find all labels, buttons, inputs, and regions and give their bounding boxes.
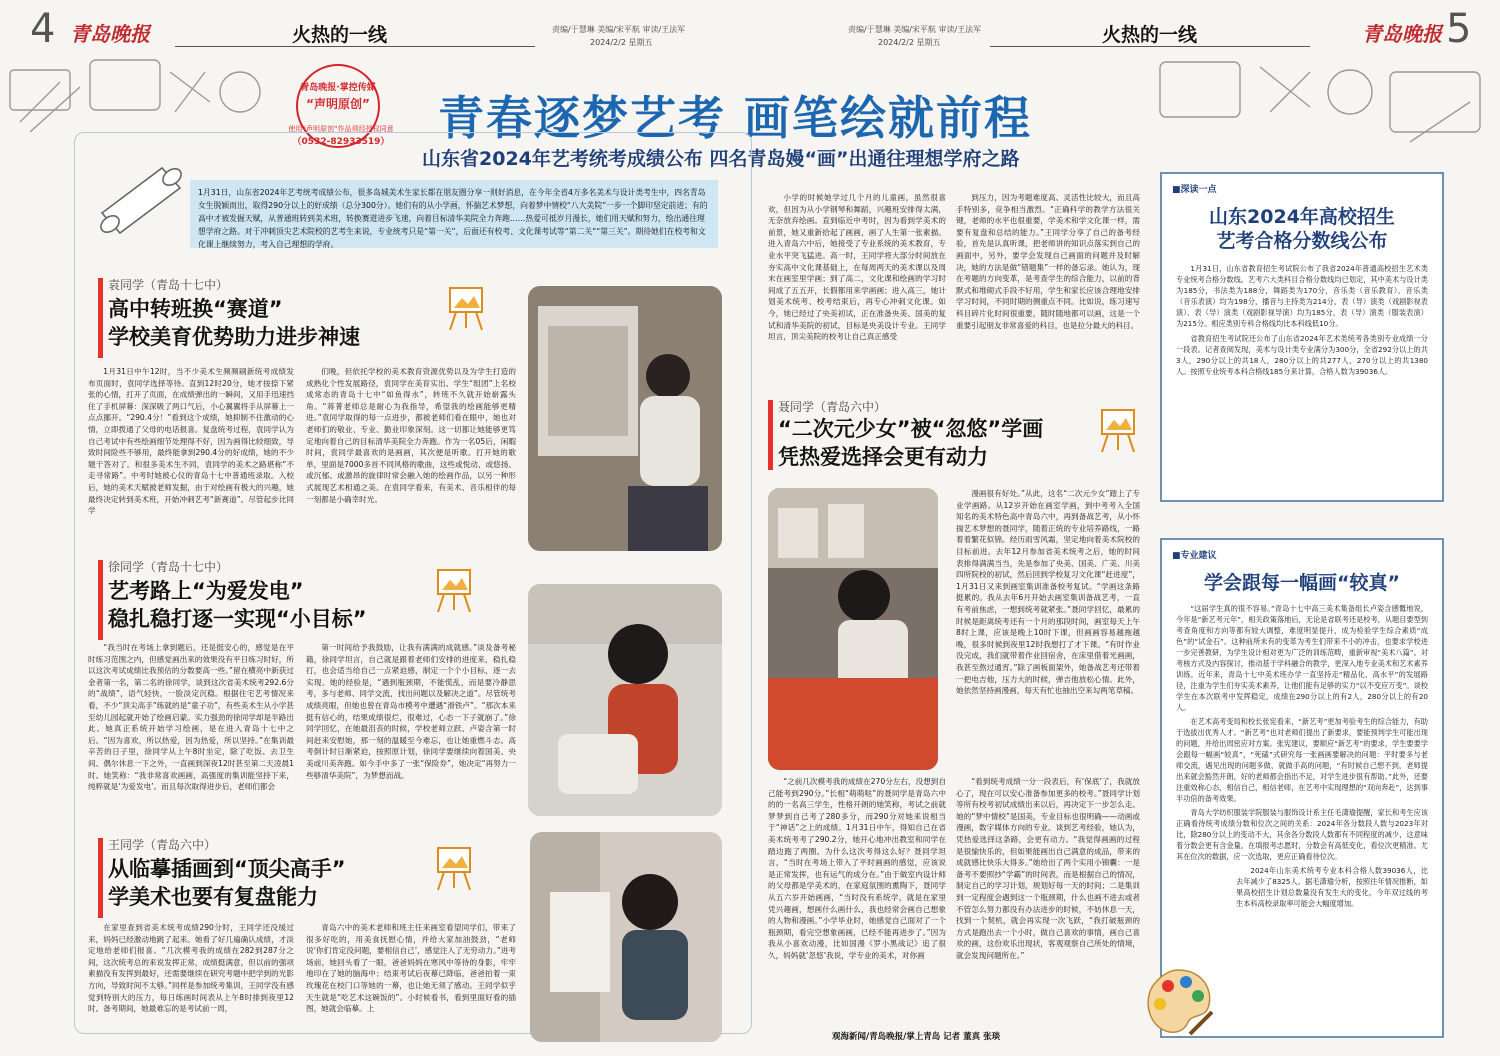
story4-photo (768, 488, 938, 770)
story4-title-line1: “二次元少女”被“忽悠”学画 (778, 417, 1044, 441)
easel-icon (432, 564, 476, 614)
story3-col2-text: 青岛六中的美术老师和班主任来画室看望同学们，带来了很多好吃的，用美食抚慰心情，并给大家加油鼓劲，“老师说‘你们肯定没问题，要相信自己’，感觉注入了无穷动力。”进考场前，她回头看了一眼，爸爸妈妈在寒风中等待的身影，牢牢地印在了她的脑海中；结束考试后夜幕已降临，爸爸拍着一束玫瑰花在校门口等她的一幕，也让她无须了感动。王同学似乎天生就是“吃艺术这碗饭的”。小时候看书，看到里面好看的插图，她就会临摹。上 (306, 923, 516, 1014)
side-box1-title-line1: 山东2024年高校招生 (1209, 206, 1395, 228)
story3-accent-bar (98, 838, 103, 918)
story2-title-line2: 稳扎稳打逐一实现“小目标” (108, 607, 367, 631)
story3-column2 (306, 922, 516, 1046)
side-box1-tag: ■深读一点 (1172, 185, 1217, 195)
mid-column-lower-left (768, 776, 946, 1038)
story3-title-line1: 从临摹插画到“顶尖高手” (108, 857, 346, 881)
story1-column2 (306, 366, 516, 536)
header-rule-right (990, 46, 1310, 47)
story2-title-line1: 艺考路上“为爱发电” (108, 579, 304, 603)
side-box1-p1: 1月31日，山东省教育招生考试院公布了我省2024年普通高校招生艺术类专业统考合格分数线。艺考六大类科目合格分数线均已划定，其中美术与设计类为185分，书法类为188分，舞蹈类为170分，音乐类（音乐教育）、音乐类（音乐表演）均为198分，播音与主持类为214分，表（导）演类（戏剧影视表演）、表（导）演类（戏剧影视导演）均为185分，表（导）演类（服装表演）为215分。相应类别专科合格线均比本科线低10分。 (1176, 264, 1428, 328)
badge-label: “声明原创” (306, 97, 370, 111)
side-box-scores (1160, 172, 1444, 502)
mid-colC-text: 漫画很有好处。”从此，这名“二次元少女”踏上了专业学画路。从12岁开始在画室学画，到中考考入全国知名的美术特色高中青岛六中，再到备战艺考，从小怀揣艺术梦想的聂同学，随着正统的专业培养路线，一路着着繁花似锦。经历雨雪风霜，坚定地向着美术院校的目标前进。去年12月参加省美术统考之后，她的时间表排得满满当当，先是参加了央美、国美、广美、川美四所院校的初试，然后回到学校复习文化课“赶进度”，1月31日又来到画室集训准备校考复试。“学画这条路挺累的。我从去年6月开始去画室集训备战艺考，一直有考前焦虑，一想到统考就紧张。”聂同学回忆，最累的时候是距离统考还有一个月的那段时间，画室每天上午8时上课，应该是晚上10时下课，但画画容易越拖越晚，很多时候到夜里12时我想打了才下课。“有时作业没完成，我们就带着作业回宿舍，在床里借着光画画，我甚至熬过通宵。”除了画板面架外，她备战艺考还带着一把电吉他，压力大的时候，弹吉他放松心情。此外，她依然坚持画漫画，每天有忙也抽出空来勾两笔草稿。 (956, 489, 1140, 696)
story4-accent-bar (768, 400, 773, 470)
side-box2-p1: “这届学生真的很不容易。”青岛十七中高三美术集备组长卢姿含感慨地说，今年是“新艺考元年”，相关政策落地后，无论是省联考还是校考，从题目要型到考查角度和方向等都有较大调整，难度明显提升，成为检验学生综合素质“成色”的“试金石”。这种前所未有的变革为考生们带来不小的冲击，也要求学校进一步完善教研，为学生设计相对更为广泛的训练范畴，重新审视“美术八篇”。对考核方式及内容探讨，推动基于学科融合的教学，更深入地专业美术和艺术素养训练，近年来，青岛十七中美术班办学一直坚持走“精品化、高水平”的发展路径，注重为学生们夯实美术素养，让他们能有足够的实力“以不变应万变”。谈校学生在本次联考中发挥稳定，成绩在290分以上的有2人，280分以上的有20人。 (1176, 604, 1428, 712)
palette-icon (1138, 962, 1218, 1042)
story2-author: 徐同学（青岛十七中） (108, 560, 229, 574)
header-rule-left (175, 46, 535, 47)
story3-photo (530, 832, 722, 1042)
story3-column1 (88, 922, 294, 1046)
story2-accent-bar (98, 560, 103, 640)
story1-title-line2: 学校美育优势助力进步神速 (108, 325, 360, 349)
newspaper-logo-right: 青岛晚报 (1362, 22, 1442, 46)
mid-colB-text: 到压力，因为考题难度高、灵活性比较大，而且高手特别多，竞争相当激烈。“正确科学的教学方法很关键，老师的水平也很重要，学美术和学文化课一样，需要有复盘和总结的能力。”王同学分享了自己的备考经验，首先是认真听课，把老师讲的知识点落实到自己的画面中，另外，要学会发现自己画面的问题并及时解决，她的方法是做“错题集”一样的备忘录。她认为，现在考题的方向变革，是考查学生的综合能力，以前的背默式和堆砌式手段不好用，学生和家长应该合理地安排学习时间，不同时期的侧重点不同。比如说，练习速写科目碎片化时间很重要，随时随地都可以画，这是一个重要引起朋友非常喜爱的科目，也是拉分最大的科目。 (956, 193, 1140, 330)
story1-title-line1: 高中转班换“赛道” (108, 297, 283, 321)
story2-col1-text: “我当时在考场上拿到题后，还是挺安心的，感觉是在平时练习范围之内，但感觉画出来的效果没有平日练习时好，所以这次考试成绩比我预估的分数要高一些。”留在横亮中新获过金者第一名，第二名的徐同学，谈到这次省美术统考292.6分的“战绩”，语气轻快，一脸淡定沉稳。根据住宅艺考情况来看，不少“顶尖高手”练就的是“童子功”，有些美术生从小学甚至幼儿园起就开始了绘画启蒙。实力强劲的徐同学却是半路出此。她真正系统开始学习绘画，是在进入青岛十七中之后。“因为喜欢，所以热爱，因为热爱，所以坚持。”在集训最辛苦的日子里，徐同学从上午8时坐定，除了吃饭、去卫生间、偶尔休息一下之外，一直画到深夜12时甚至第二天凌晨1时。她笑称：“我非常喜欢画画，高强度的集训能坚持下来，纯粹就是‘为爱发电’。而且每次取得进步后，老师们都会 (88, 643, 294, 792)
easel-icon (444, 282, 488, 332)
story4-title-line2: 凭热爱选择会更有动力 (778, 445, 988, 469)
footer-credit: 观海新闻/青岛晚报/掌上青岛 记者 董真 张琰 (832, 1032, 1001, 1042)
story2-column1 (88, 642, 294, 832)
side-box1-body (1176, 263, 1428, 377)
date-line-left: 2024/2/2 星期五 (590, 38, 653, 47)
badge-org: 青岛晚报·掌控传媒 (300, 83, 376, 93)
side-box2-p2: 在艺术高考变局和校长张宪看来，“新艺考”更加考验考生的综合能力，有助于选拔出优秀人才。“新艺考”也对老师们提出了新要求，要能预判学生可能出现的问题，并给出周密应对方案。张宪建议，要顺应“新艺考”的要求，学生要要学会跟每一幅画“较真”，“死磕”式研究每一张画画要解决的问题：平时要多与老师交流，遇见出现的问题多做、就做手高的问题，“有时候自己想不到，老师提出来就会豁然开朗，好的老师都会指出不足，对学生进步很有帮助。”此外，还要注重效称心态，相信自己，相信老师，在艺考中实现理想的“双向奔赴”，达到事半功倍的备考效果。 (1176, 717, 1428, 803)
side-box1-p2: 省教育招生考试院还公布了山东省2024年艺术类统考各类别专业成绩一分一段表。记者查阅发现，美术与设计类专业满分为300分，全省292分以上的共3人，290分以上的共18人，280分以上的共277人，270分以上的共1380人。按照专业统考本科合格线185分来计算，合格人数为39036人。 (1176, 334, 1428, 376)
easel-icon (1096, 404, 1140, 454)
side-box2-p4: 2024年山东美术统考专业本科合格人数39036人，比去年减少了8325人。据毛潇瑜分析，按照往年情况推断，如果高校招生计划总数量没有发生大的变化，今年双过线的考生本科高校录取率可能会大幅度增加。 (1236, 866, 1428, 908)
editors-line-left: 责编/于慧琳 美编/宋平航 审读/王法军 (552, 25, 686, 34)
section-title-right: 火热的一线 (1102, 24, 1198, 46)
story2-photo (528, 584, 722, 816)
story1-column1 (88, 366, 294, 536)
intro-box: 1月31日，山东省2024年艺考统考成绩公布，很多岛城美术生家长都在朋友圈分享一则好消息，在今年全省4万多名美术与设计类考生中，四名青岛女生脱颖而出，取得290分以上的好成绩（总分300分）。她们有的从小学画，怀揣艺术梦想，向着梦中情校“八大美院”一步一个脚印坚定前进；有的高中才被发掘天赋，从普通班转到美术班，转换赛道进步飞速，向着目标清华美院全力奔跑……热爱可抵岁月漫长，她们用天赋和努力，绘出通往理想学府之路。对于冲刺顶尖艺术院校的艺考生来说，专业统考只是“第一关”，后面还有校考、文化课考试等“第二关”“第三关”。期待她们在校考和文化课上继续努力，考入自己理想的学府。 (190, 180, 718, 248)
side-box1-title-line2: 艺考合格分数线公布 (1216, 230, 1388, 252)
story1-accent-bar (98, 278, 103, 358)
easel-icon (432, 842, 476, 892)
mid-column-top-left (768, 192, 946, 390)
mid-colA-text: 小学的时候她学过几个月的儿童画，虽然很喜欢，但因为从小学钢琴和舞蹈，兴趣班安排得太满，无奈放弃绘画。直到临近中考时，因为看到学美术的前景，她又重新拾起了画画，画了人生第一张素描。进入青岛六中后，她接受了专业系统的美术教育，专业水平突飞猛进。高一时，王同学将大部分时间放在夯实高中文化课基础上，在每周两天的美术课以及周末在画室里学画；到了高二，文化课和绘画的学习时间成了五五开，长假都用来学画画；进入高三，她计划美术统考、校考结束后，再专心冲刺文化课。如今，她已经过了央美初试，正在准备央美、国美的复试和清华美院的初试，目标是央美设计专业。王同学坦言，顶尖美院的校考让自己真正感受 (768, 193, 946, 342)
page-number-right: 5 (1446, 6, 1472, 52)
side-box2-title: 学会跟每一幅画“较真” (1204, 572, 1400, 594)
side-box2-tag: ■专业建议 (1172, 551, 1217, 561)
section-title-left: 火热的一线 (292, 24, 388, 46)
copyright-notice-text: 使用“声明原创”作品须经授权同意 (288, 125, 394, 133)
copyright-phone: （0532-82933519） (292, 137, 390, 147)
mid-colE-text: “看到统考成绩一分一段表后，有‘保底’了，我就放心了，现在可以安心准备参加更多的校考。”聂同学计划等所有校考初试成绩出来以后，再决定下一步怎么走。她的“梦中情校”是国美，专业目标也很明确——动画或漫画，数字媒体方向的专业。谈到艺考经验，她认为，凭热爱选择这条路，会更有动力。“我觉得画画的过程是很愉快乐的，但如果能画出自己满意的成品，带来的成就感比快乐大得多。”她给出了两个实用小锦囊：一是备考不要照抄“学霸”的时间表，而是根据自己的情况，制定自己的学习计划，规划好每一天的时间；二是集训到一定程度会遇到这一个瓶颈期，什么也画不进去或者不管怎么努力都没有办法进步的时候，不妨休息一天，找到一个契机，就会再实现一次飞跃，“我打破瓶颈的方式是跑出去一个小时，做自己喜欢的事情，画自己喜欢的画，这份欢乐出现状，客观观察自己所处的情境，就会发现问题所在。” (956, 777, 1140, 960)
story3-title-line2: 学美术也要有复盘能力 (108, 885, 318, 909)
story1-photo (528, 286, 722, 551)
mid-column-top-right (956, 192, 1140, 390)
story2-column2 (306, 642, 516, 832)
story3-author: 王同学（青岛六中） (108, 838, 217, 852)
story2-col2-text: 第一时间给予我鼓励，让我有满满的成就感。”谈及备考秘籍，徐同学坦言，自己就是跟着老师们安排的进度来，稳扎稳打，也会适当给自己一点紧迫感，制定一个个小目标，逐一去实现。她的经验是，“遇到瓶颈期，不能慌乱，而是要冷静思考，多与老师、同学交流，找出问题以及解决之道”。尽管统考成绩亮眼，但她也曾在青岛市模考中遭遇“滑铁卢”。“那次本来挺有信心的，结果成绩很烂，很难过，心态一下子就崩了。”徐同学回忆，在她最沮丧的时候，学校老师立跃、卢姿含第一时间赶来安慰她，那一刻的温暖至今难忘，也让她重燃斗志。高考倒计时日渐紧迫，按照原计划，徐同学要继续向着国美、央美或川美奔跑。如今手中多了一张“保险券”，她决定“再努力一些够清华美院”，为梦想而战。 (306, 643, 516, 780)
story1-author: 袁同学（青岛十七中） (108, 278, 229, 292)
main-subheadline: 山东省2024年艺考统考成绩公布 四名青岛嫚“画”出通往理想学府之路 (422, 148, 1020, 170)
mid-column-lower-right (956, 776, 1140, 1030)
newspaper-logo-left: 青岛晚报 (70, 22, 150, 46)
mid-column-right-upper (956, 488, 1140, 778)
editors-line-right: 责编/于慧琳 美编/宋平航 审读/王法军 (848, 25, 982, 34)
main-headline: 青春逐梦艺考 画笔绘就前程 (438, 91, 1033, 145)
side-box2-body (1176, 603, 1428, 909)
story4-author: 聂同学（青岛六中） (778, 400, 887, 414)
story1-col2-text: 们晚，但依托学校的美术教育资源优势以及为学生打造的成熟化个性发展路径，袁同学在美育实出、学生“组团”上名校成常态的青岛十七中“如鱼得水”，转班不久就开始崭露头角。“蒋菁老师总是耐心为我指导，希望我的绘画能够更精进。”袁同学取得的每一点进步，都被老师们看在眼中，她也对老师们的敬业、专业、勤业印象深刻。这一切都让她能够更笃定地向着自己的目标清华美院全力奔跑。作为一名05后，闲暇时间，袁同学最喜欢的是画画，其次便是听歌。打开她的歌单，里面是7000多首不同风格的歌曲，这些或悦动、或悠扬、或沉郁、或激昂的旋律时常会融入她的绘画作品，以另一种形式展现艺术相通之美。在袁同学看来，有美术、音乐相伴的每一刻都是小确幸时光。 (306, 367, 516, 504)
date-line-right: 2024/2/2 星期五 (878, 38, 941, 47)
story1-col1-text: 1月31日中午12时，当不少美术生频频刷新统考成绩发布页面时，袁同学选择等待。直到12时20分，她才按捺下紧张的心情，打开了页面，在成绩弹出的一瞬间，又用手迅速挡住了手机屏幕：深深吸了两口气后，小心翼翼将手从屏幕上一点点挪开。“290.4分！”看到这个成绩，她抑制不住激动的心情，立即拨通了父母的电话报喜。复盘统考过程，袁同学认为自己考试中有些绘画细节处理得不好，因为画得比较细致，导致时间险些不够用，最终能拿到290.4分的好成绩，她的不少题干答对了。和很多美术生不同，袁同学的美术之路堪称“不走寻常路”。中考时她被心仪的青岛十七中普通班录取。入校后，她的美术天赋被老师发掘，由于对绘画有极大的兴趣，她最终决定转到美术班，开始冲刺艺考“新赛道”。尽管起步比同学 (88, 367, 294, 516)
side-box2-p3: 青岛大学纺织服装学院服装与服饰设计系主任毛潇瑜提醒，家长和考生应该正确看待统考成绩分数和位次之间的关系：2024年各分数段人数与2023年对比，除280分以上的变动不大，其余各分数段人数都有不同程度的减少，这意味着分数会更有含金量。在填报考志愿时，分数会有高低变化，看位次更精准。尤其在位次的数据，应一次选取，更应正确看待位次。 (1176, 808, 1428, 861)
page-number-left: 4 (30, 6, 56, 52)
story3-col1-text: 在家里查到省美术统考成绩290分时，王同学还没缓过来，妈妈已经激动地跳了起来。她看了好几遍确认成绩，才淡定地给老师们报喜。“几次模考我的成绩在282到287分之间，这次统考总的来说发挥正常，成绩挺满意，但以前的强项素描没有发挥到最好，还需要继续在研究考题中把学到的光影方向，导致时间不太够。”同样是参加统考集训，王同学没有感觉到特别大的压力，每日练画时间表从上午8时排到夜里12时。备考期间，她最难忘的是考试前一周， (88, 923, 294, 1014)
mid-colD-text: “之前几次模考我的成绩在270分左右，没想到自己能考到290分。”长相“萌萌哒”的聂同学是青岛六中的的一名高三学生，性格开朗的她笑称，考试之前就梦梦到自己考了280多分，而290分对她来说相当于“神话”之上的成绩。1月31日中午，得知自己在省美术统考考了290.2分，她开心地冲出教室和同学在踏边跑了两圈。为什么这次考得这么好？聂同学坦言，“当时在考场上带入了平时画画的感觉，应该说是正常发挥，也有运气的成分在。”由于做室内设计师的父母都是学美术的，在家庭氛围的熏陶下，聂同学从五六岁开始画画，“当时没有系统学，就是在家里凭兴趣画，想画什么画什么，我也经常会画自己想象的人物和漫画。”小学毕业时，她感觉自己面对了一个瓶颈期，看完空想象画画，已经不能再进步了。”因为我从小喜欢动漫，比如国漫《罗小黑战记》追了很久，妈妈就‘忽悠’我说，学专业的美术，对你画 (768, 777, 946, 960)
